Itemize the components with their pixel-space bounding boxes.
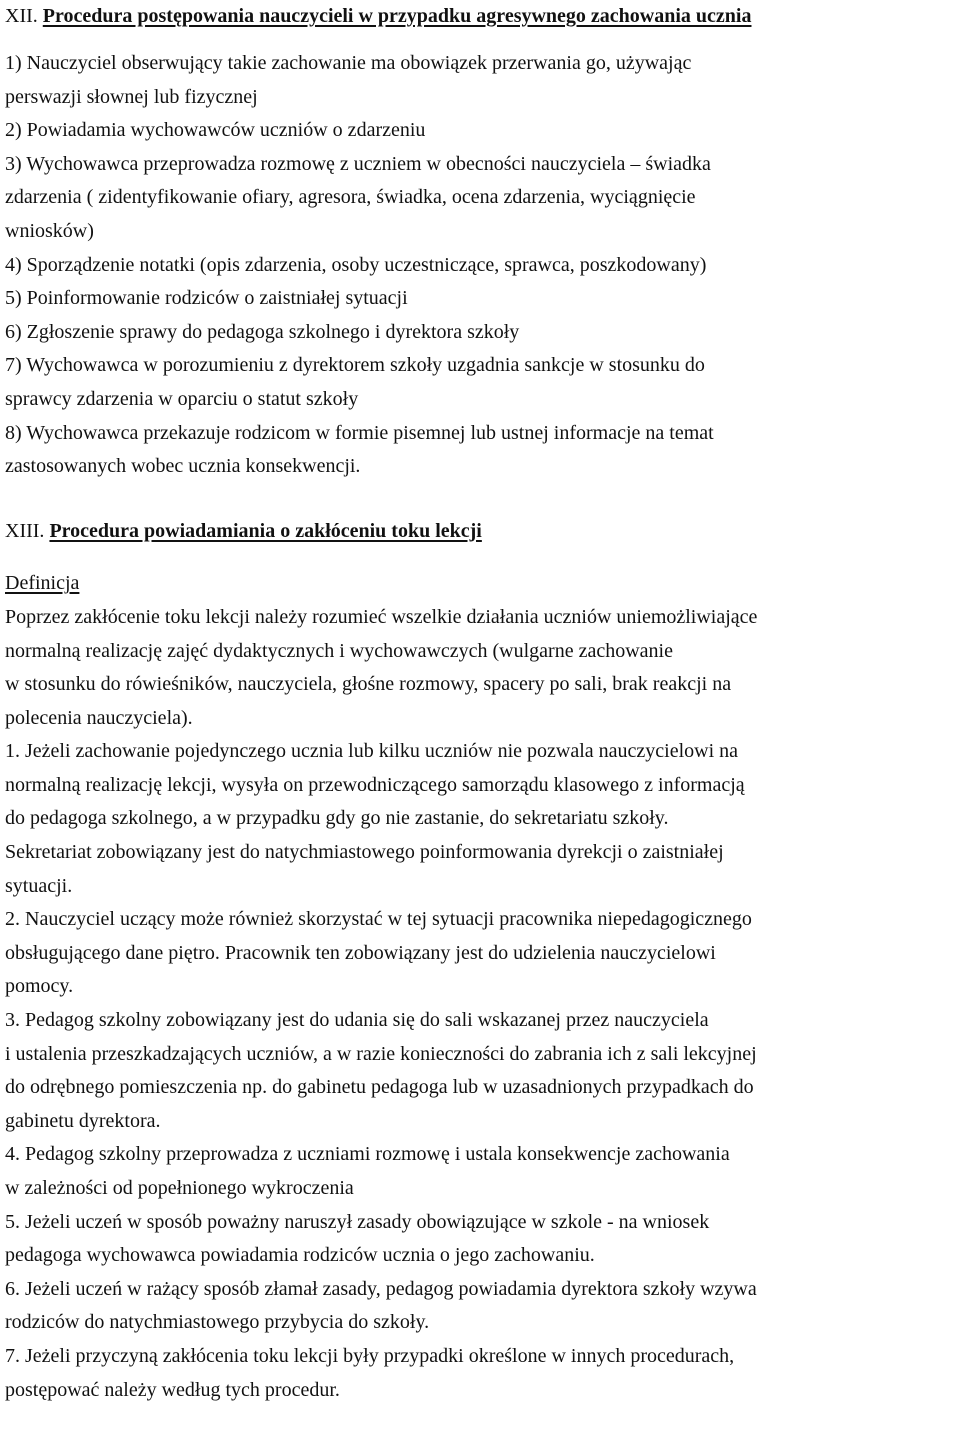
paragraph-line: zdarzenia ( zidentyfikowanie ofiary, agresora, świadka, ocena zdarzenia, wyciągnięcie bbox=[5, 186, 696, 209]
paragraph-line: Poprzez zakłócenie toku lekcji należy rozumieć wszelkie działania uczniów uniemożliwiające bbox=[5, 605, 758, 628]
paragraph-line: 5) Poinformowanie rodziców o zaistniałej sytuacji bbox=[5, 287, 408, 310]
paragraph-line: postępować należy według tych procedur. bbox=[5, 1378, 340, 1401]
section-13-body bbox=[5, 601, 957, 1407]
paragraph-line: rodziców do natychmiastowego przybycia do szkoły. bbox=[5, 1311, 430, 1334]
section-12-title: Procedura postępowania nauczycieli w przypadku agresywnego zachowania ucznia bbox=[42, 5, 752, 27]
paragraph-line: 1) Nauczyciel obserwujący takie zachowanie ma obowiązek przerwania go, używając bbox=[5, 52, 692, 74]
paragraph-line: obsługującego dane piętro. Pracownik ten zobowiązany jest do udzielenia nauczycielowi bbox=[5, 941, 716, 964]
section-12-body bbox=[5, 47, 957, 484]
section-12-heading bbox=[5, 0, 957, 28]
paragraph-line: sprawcy zdarzenia w oparciu o statut szkoły bbox=[5, 387, 359, 410]
paragraph-line: 6. Jeżeli uczeń w rażący sposób złamał zasady, pedagog powiadamia dyrektora szkoły wzywa bbox=[5, 1277, 757, 1300]
paragraph-line: 3) Wychowawca przeprowadza rozmowę z uczniem w obecności nauczyciela – świadka bbox=[5, 152, 711, 175]
paragraph-line: 2) Powiadamia wychowawców uczniów o zdarzeniu bbox=[5, 119, 426, 142]
paragraph-line: 7) Wychowawca w porozumieniu z dyrektorem szkoły uzgadnia sankcje w stosunku do bbox=[5, 354, 705, 377]
paragraph-line: 7. Jeżeli przyczyną zakłócenia toku lekcji były przypadki określone w innych procedurach, bbox=[5, 1344, 735, 1367]
section-13-title: Procedura powiadamiania o zakłóceniu toku lekcji bbox=[49, 519, 482, 542]
paragraph-line: polecenia nauczyciela). bbox=[5, 706, 193, 729]
paragraph-line: w zależności od popełnionego wykroczenia bbox=[5, 1177, 354, 1199]
paragraph-line: 6) Zgłoszenie sprawy do pedagoga szkolnego i dyrektora szkoły bbox=[5, 320, 520, 343]
paragraph-line: 5. Jeżeli uczeń w sposób poważny naruszył zasady obowiązujące w szkole - na wniosek bbox=[5, 1210, 710, 1233]
paragraph-line: pedagoga wychowawca powiadamia rodziców ucznia o jego zachowaniu. bbox=[5, 1244, 595, 1267]
paragraph-line: perswazji słownej lub fizycznej bbox=[5, 85, 258, 108]
paragraph-line: 3. Pedagog szkolny zobowiązany jest do udania się do sali wskazanej przez nauczyciela bbox=[5, 1009, 709, 1032]
paragraph-line: wniosków) bbox=[5, 219, 94, 242]
definition-label: Definicja bbox=[5, 572, 80, 595]
paragraph-line: do pedagoga szkolnego, a w przypadku gdy go nie zastanie, do sekretariatu szkoły. bbox=[5, 807, 669, 830]
paragraph-line: normalną realizację lekcji, wysyła on przewodniczącego samorządu klasowego z informacją bbox=[5, 773, 745, 796]
paragraph-line: i ustalenia przeszkadzających uczniów, a w razie konieczności do zabrania ich z sali lekcyjnej bbox=[5, 1042, 757, 1065]
paragraph-line: gabinetu dyrektora. bbox=[5, 1109, 161, 1132]
paragraph-line: 4) Sporządzenie notatki (opis zdarzenia, osoby uczestniczące, sprawca, poszkodowany) bbox=[5, 253, 707, 276]
paragraph-line: do odrębnego pomieszczenia np. do gabinetu pedagoga lub w uzasadnionych przypadkach do bbox=[5, 1076, 754, 1099]
document-page bbox=[5, 0, 957, 1407]
paragraph-line: 2. Nauczyciel uczący może również skorzystać w tej sytuacji pracownika niepedagogicznego bbox=[5, 908, 752, 931]
section-12-number: XII. bbox=[5, 5, 38, 27]
paragraph-line: zastosowanych wobec ucznia konsekwencji. bbox=[5, 455, 361, 478]
paragraph-line: 4. Pedagog szkolny przeprowadza z uczniami rozmowę i ustala konsekwencje zachowania bbox=[5, 1143, 730, 1166]
paragraph-line: 8) Wychowawca przekazuje rodzicom w formie pisemnej lub ustnej informacje na temat bbox=[5, 421, 714, 444]
section-13-heading bbox=[5, 515, 957, 549]
paragraph-line: normalną realizację zajęć dydaktycznych i wychowawczych (wulgarne zachowanie bbox=[5, 639, 673, 662]
paragraph-line: Sekretariat zobowiązany jest do natychmiastowego poinformowania dyrekcji o zaistniałej bbox=[5, 841, 724, 864]
paragraph-line: sytuacji. bbox=[5, 874, 73, 897]
paragraph-line: 1. Jeżeli zachowanie pojedynczego ucznia lub kilku uczniów nie pozwala nauczycielowi na bbox=[5, 740, 739, 763]
section-13-number: XIII. bbox=[5, 519, 45, 542]
paragraph-line: pomocy. bbox=[5, 975, 74, 998]
paragraph-line: w stosunku do rówieśników, nauczyciela, głośne rozmowy, spacery po sali, brak reakcji na bbox=[5, 673, 732, 696]
